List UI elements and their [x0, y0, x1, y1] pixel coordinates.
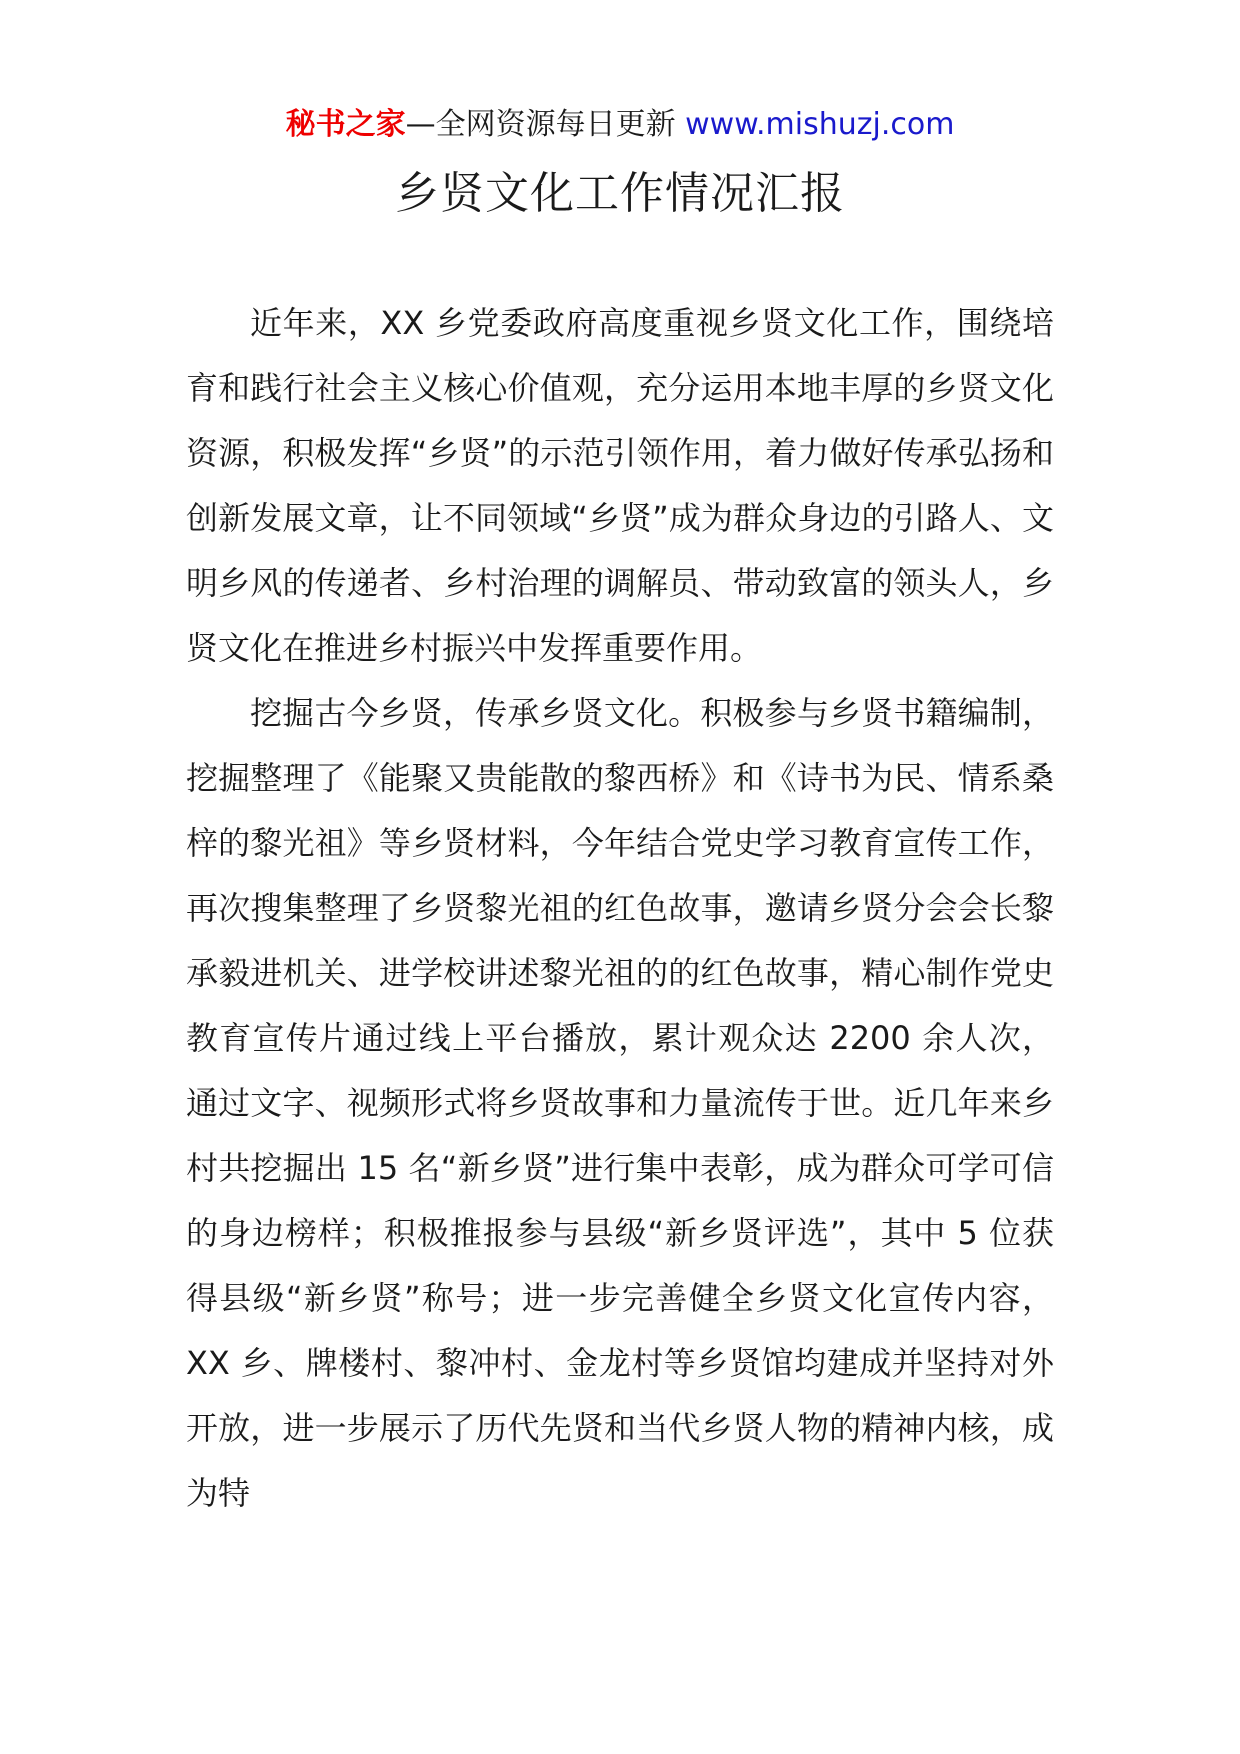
- paragraph-intro: 近年来，XX 乡党委政府高度重视乡贤文化工作，围绕培育和践行社会主义核心价值观，充分运用本地丰厚的乡贤文化资源，积极发挥“乡贤”的示范引领作用，着力做好传承弘扬和创新发展文章，让不同领域“乡贤”成为群众身边的引路人、文明乡风的传递者、乡村治理的调解员、带动致富的领头人，乡贤文化在推进乡村振兴中发挥重要作用。: [186, 304, 1054, 667]
- document-title: 乡贤文化工作情况汇报: [395, 168, 845, 219]
- site-url-link[interactable]: www.mishuzj.com: [685, 107, 955, 142]
- paragraph-heritage: 挖掘古今乡贤，传承乡贤文化。积极参与乡贤书籍编制，挖掘整理了《能聚又贵能散的黎西桥》和《诗书为民、情系桑梓的黎光祖》等乡贤材料，今年结合党史学习教育宣传工作，再次搜集整理了乡贤黎光祖的红色故事，邀请乡贤分会会长黎承毅进机关、进学校讲述黎光祖的的红色故事，精心制作党史教育宣传片通过线上平台播放，累计观众达 2200 余人次，通过文字、视频形式将乡贤故事和力量流传于世。近几年来乡村共挖掘出 15 名“新乡贤”进行集中表彰，成为群众可学可信的身边榜样；积极推报参与县级“新乡贤评选”，其中 5 位获得县级“新乡贤”称号；进一步完善健全乡贤文化宣传内容，XX 乡、牌楼村、黎冲村、金龙村等乡贤馆均建成并坚持对外开放，进一步展示了历代先贤和当代乡贤人物的精神内核，成为特: [186, 694, 1054, 1512]
- brand-name: 秘书之家: [285, 107, 406, 142]
- document-body: [186, 291, 1054, 1526]
- site-header: [0, 104, 1240, 146]
- header-tagline: —全网资源每日更新: [405, 107, 676, 142]
